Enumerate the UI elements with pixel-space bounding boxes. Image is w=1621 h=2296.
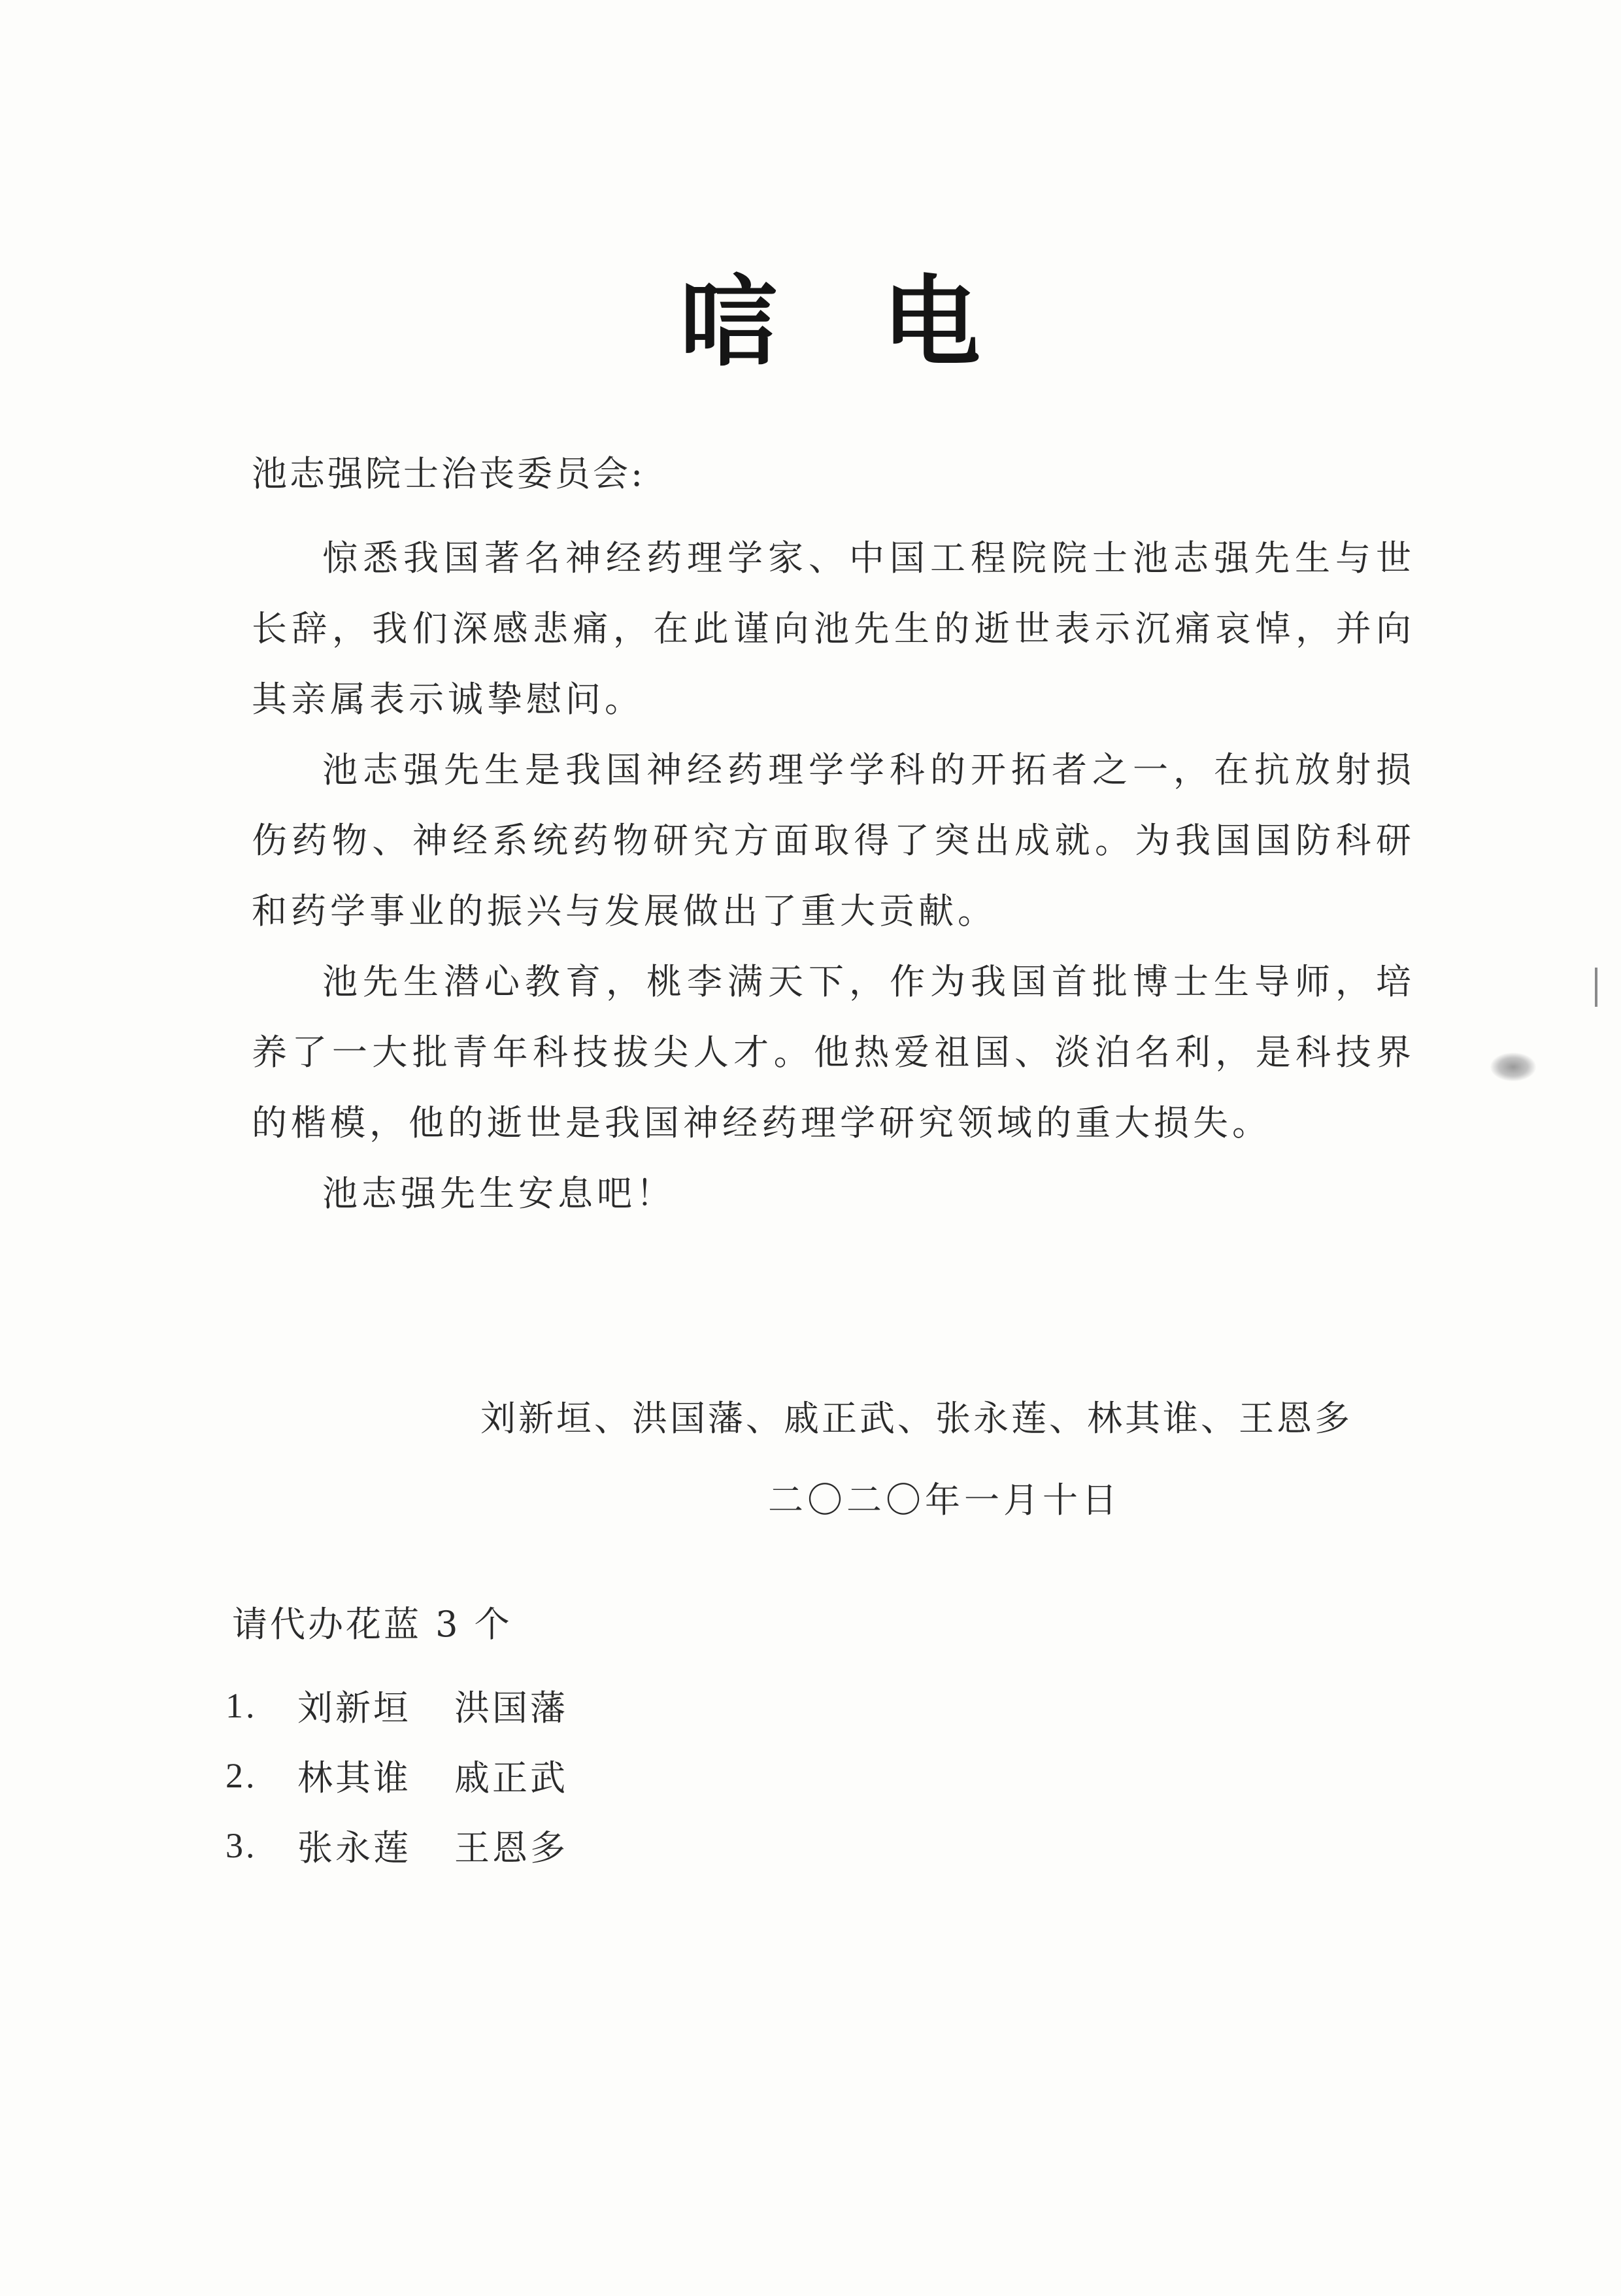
letter-date: 二〇二〇年一月十日 xyxy=(768,1479,1121,1521)
list-name-b: 王恩多 xyxy=(454,1827,568,1868)
list-name-b: 洪国藩 xyxy=(454,1687,568,1729)
list-name-a: 林其谁 xyxy=(297,1757,411,1798)
title-char-2: 电 xyxy=(882,266,980,380)
flower-basket-note: 请代办花蓝 3 个 xyxy=(232,1604,512,1645)
list-number: 1. xyxy=(226,1685,258,1725)
list-name-a: 刘新垣 xyxy=(297,1687,411,1729)
scan-edge-mark xyxy=(1595,968,1597,1007)
document-title xyxy=(680,248,980,379)
list-name-b: 戚正武 xyxy=(454,1757,568,1798)
addressee: 池志强院士治丧委员会: xyxy=(252,453,646,494)
letter-body xyxy=(252,523,1415,1229)
body-paragraph-1: 惊悉我国著名神经药理学家、中国工程院院士池志强先生与世长辞，我们深感悲痛，在此谨向池先生的逝世表示沉痛哀悼，并向其亲属表示诚挚慰问。 xyxy=(252,537,1415,720)
signatories: 刘新垣、洪国藩、戚正武、张永莲、林其谁、王恩多 xyxy=(480,1398,1352,1439)
body-paragraph-2: 池志强先生是我国神经药理学学科的开拓者之一，在抗放射损伤药物、神经系统药物研究方面取得了突出成就。为我国国防科研和药学事业的振兴与发展做出了重大贡献。 xyxy=(252,749,1415,932)
closing-line: 池志强先生安息吧！ xyxy=(322,1173,675,1214)
list-name-a: 张永莲 xyxy=(297,1827,411,1868)
list-item xyxy=(226,1810,611,1880)
list-number: 3. xyxy=(226,1825,258,1865)
scan-smudge xyxy=(1490,1053,1536,1081)
flower-basket-list xyxy=(226,1670,611,1880)
list-number: 2. xyxy=(226,1755,258,1795)
title-char-1: 唁 xyxy=(680,266,778,380)
list-item xyxy=(226,1670,611,1740)
body-paragraph-3: 池先生潜心教育，桃李满天下，作为我国首批博士生导师，培养了一大批青年科技拔尖人才。他热爱祖国、淡泊名利，是科技界的楷模，他的逝世是我国神经药理学研究领域的重大损失。 xyxy=(252,961,1415,1143)
list-item xyxy=(226,1740,611,1810)
